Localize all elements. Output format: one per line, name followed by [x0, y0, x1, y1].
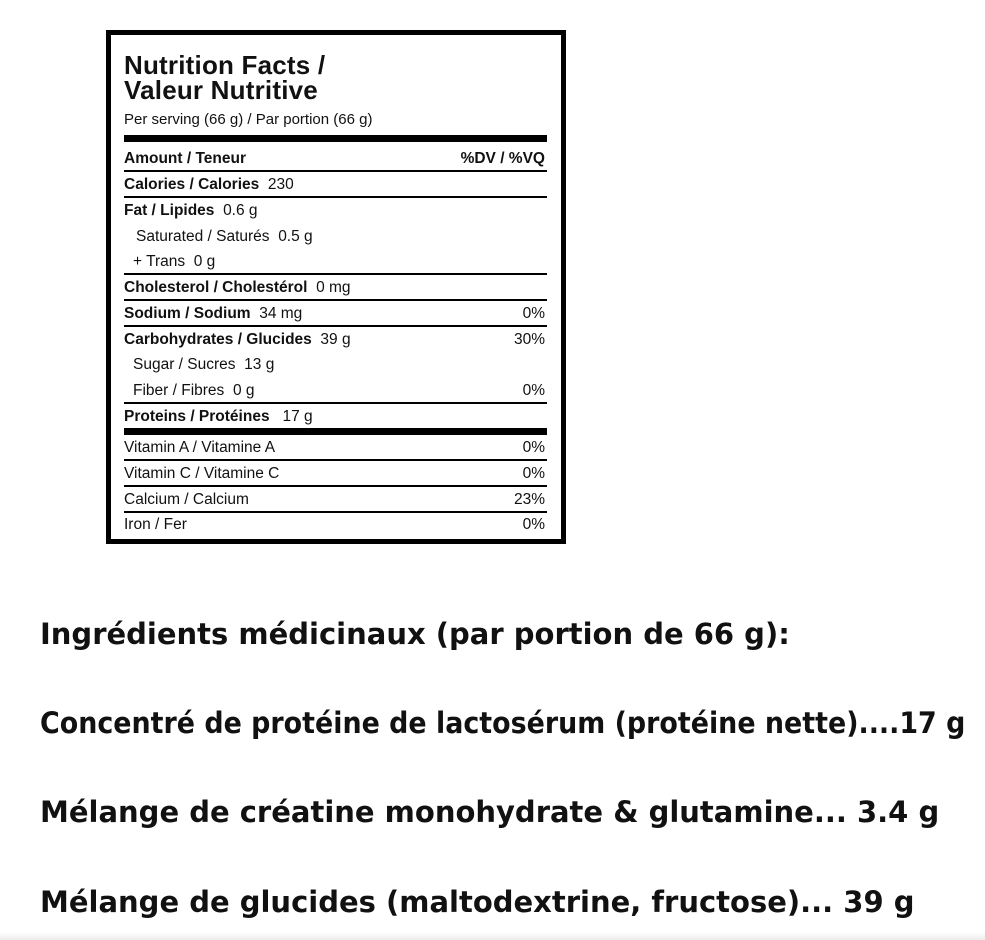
ingredient-line: Mélange de créatine monohydrate & glutamine... 3.4 g: [40, 795, 940, 829]
nutrient-name: Calories / Calories: [124, 176, 260, 193]
serving-size: Per serving (66 g) / Par portion (66 g): [124, 111, 373, 128]
divider: [124, 402, 547, 404]
row-trans: [124, 250, 547, 274]
nutrient-amount: 34 mg: [259, 305, 303, 322]
vitamin-dv: 0%: [522, 439, 545, 456]
nutrient-amount: 0.5 g: [278, 228, 313, 245]
amount-header: Amount / Teneur: [124, 150, 246, 167]
nutrient-amount: 230: [267, 176, 294, 193]
nutrient-amount: 39 g: [320, 331, 351, 348]
dv-header: %DV / %VQ: [460, 150, 545, 167]
vitamin-dv: 0%: [522, 465, 545, 482]
divider: [124, 459, 547, 461]
nutrient-amount: 0 g: [193, 253, 216, 270]
row-iron: [124, 513, 547, 537]
vitamin-name: Iron / Fer: [124, 516, 187, 533]
divider: [124, 299, 547, 301]
divider-thick: [124, 428, 547, 435]
row-sodium: [124, 302, 547, 326]
vitamin-dv: 0%: [522, 516, 545, 533]
vitamin-name: Calcium / Calcium: [124, 491, 249, 508]
row-fiber: [124, 379, 547, 403]
nutrient-name: Fiber / Fibres: [133, 382, 225, 399]
nutrient-name: Proteins / Protéines: [124, 408, 270, 425]
row-calcium: [124, 488, 547, 512]
header-row: [124, 147, 547, 171]
nutrient-name: Saturated / Saturés: [136, 228, 270, 245]
nutrient-name: Fat / Lipides: [124, 202, 215, 219]
nutrient-amount: 13 g: [244, 356, 275, 373]
nutrient-dv: 0%: [522, 382, 545, 399]
row-vitamin-a: [124, 436, 547, 460]
nutrient-name: Cholesterol / Cholestérol: [124, 279, 308, 296]
vitamin-name: Vitamin A / Vitamine A: [124, 439, 276, 456]
title-french: Valeur Nutritive: [124, 75, 318, 105]
row-cholesterol: [124, 276, 547, 300]
row-carbohydrates: [124, 328, 547, 352]
divider: [124, 273, 547, 275]
nutrient-name: Sodium / Sodium: [124, 305, 251, 322]
row-vitamin-c: [124, 462, 547, 486]
nutrient-dv: 0%: [522, 305, 545, 322]
nutrient-amount: 0 mg: [316, 279, 351, 296]
page-edge: [0, 932, 985, 940]
title-english: Nutrition Facts /: [124, 50, 326, 80]
vitamin-name: Vitamin C / Vitamine C: [124, 465, 280, 482]
divider-thick: [124, 135, 547, 142]
row-sugar: [124, 353, 547, 377]
ingredient-line: Mélange de glucides (maltodextrine, fructose)... 39 g: [40, 885, 915, 919]
row-saturated: [124, 225, 547, 249]
nutrient-name: Carbohydrates / Glucides: [124, 331, 312, 348]
nutrient-amount: 0.6 g: [223, 202, 258, 219]
row-proteins: [124, 405, 547, 429]
vitamin-dv: 23%: [513, 491, 545, 508]
nutrient-name: + Trans: [133, 253, 186, 270]
ingredient-line: Concentré de protéine de lactosérum (protéine nette)....17 g: [40, 706, 966, 740]
label-title: [124, 50, 326, 105]
nutrient-name: Sugar / Sucres: [133, 356, 236, 373]
nutrition-facts-label: [106, 30, 566, 544]
row-fat: [124, 199, 547, 223]
divider: [124, 325, 547, 327]
divider: [124, 485, 547, 487]
nutrient-dv: 30%: [513, 331, 545, 348]
row-calories: [124, 173, 547, 197]
nutrient-amount: 17 g: [282, 408, 313, 425]
divider: [124, 170, 547, 172]
nutrient-amount: 0 g: [232, 382, 255, 399]
ingredients-heading: Ingrédients médicinaux (par portion de 66 g):: [40, 617, 790, 651]
divider: [124, 196, 547, 198]
